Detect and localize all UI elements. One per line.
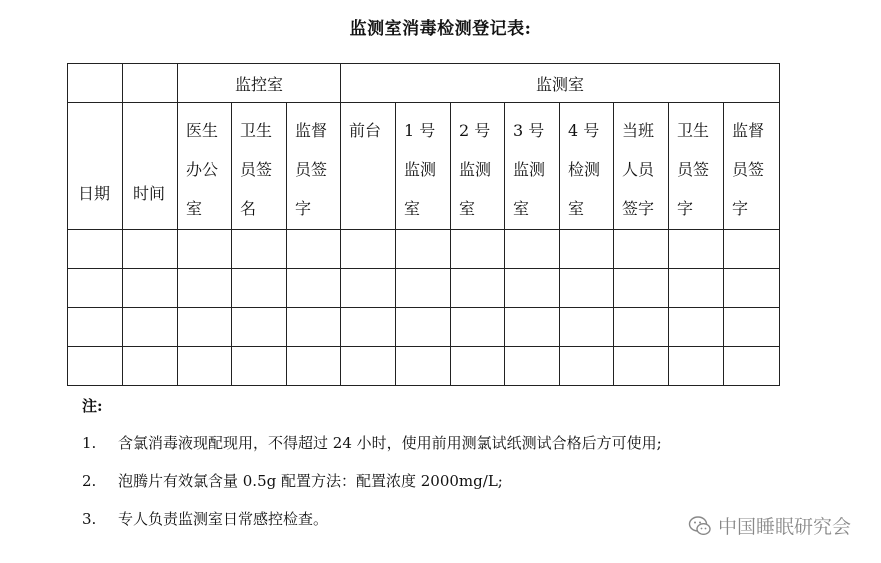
table-cell[interactable]	[396, 269, 451, 308]
table-cell[interactable]	[396, 230, 451, 269]
sanitation-sign-b-header	[669, 103, 724, 230]
table-cell[interactable]	[232, 269, 287, 308]
table-cell[interactable]	[451, 308, 505, 347]
room2-label: 2 号监测室	[459, 121, 492, 218]
notes-section	[82, 396, 662, 547]
table-cell[interactable]	[123, 269, 178, 308]
table-cell[interactable]	[178, 230, 232, 269]
table-cell[interactable]	[341, 308, 396, 347]
room2-header	[451, 103, 505, 230]
table-row	[68, 308, 780, 347]
monitor-room-header: 监测室	[341, 64, 780, 103]
table-cell[interactable]	[123, 308, 178, 347]
table-cell[interactable]	[560, 308, 614, 347]
room1-label: 1 号监测室	[404, 121, 437, 218]
table-row	[68, 269, 780, 308]
table-row	[68, 230, 780, 269]
table-cell[interactable]	[505, 230, 560, 269]
note-item	[82, 471, 662, 491]
blank-header-cell	[123, 64, 178, 103]
table-cell[interactable]	[724, 347, 780, 386]
doctor-office-header	[178, 103, 232, 230]
front-desk-label: 前台	[349, 121, 382, 140]
blank-header-cell	[68, 64, 123, 103]
note-text: 泡腾片有效氯含量 0.5g 配置方法：配置浓度 2000mg/L;	[118, 472, 503, 490]
table-cell[interactable]	[178, 347, 232, 386]
watermark-text: 中国睡眠研究会	[717, 516, 851, 538]
table-cell[interactable]	[68, 347, 123, 386]
table-cell[interactable]	[560, 347, 614, 386]
table-cell[interactable]	[287, 230, 341, 269]
table-cell[interactable]	[68, 269, 123, 308]
note-number: 2.	[82, 472, 97, 490]
table-cell[interactable]	[123, 347, 178, 386]
table-cell[interactable]	[123, 230, 178, 269]
table-cell[interactable]	[232, 230, 287, 269]
supervisor-sign-label: 监督员签字	[295, 121, 328, 218]
table-row	[68, 347, 780, 386]
table-cell[interactable]	[341, 269, 396, 308]
table-cell[interactable]	[396, 308, 451, 347]
doctor-office-label: 医生办公室	[186, 121, 219, 218]
notes-heading: 注:	[82, 397, 103, 415]
supervisor-sign-header	[287, 103, 341, 230]
time-header	[123, 103, 178, 230]
table-cell[interactable]	[451, 230, 505, 269]
supervisor-sign-b-header	[724, 103, 780, 230]
table-cell[interactable]	[287, 269, 341, 308]
note-number: 3.	[82, 510, 97, 528]
note-item	[82, 433, 662, 453]
table-cell[interactable]	[614, 308, 669, 347]
table-cell[interactable]	[614, 230, 669, 269]
table-cell[interactable]	[68, 308, 123, 347]
table-cell[interactable]	[505, 347, 560, 386]
table-cell[interactable]	[669, 347, 724, 386]
note-item	[82, 509, 662, 529]
table-cell[interactable]	[560, 230, 614, 269]
time-label: 时间	[133, 184, 166, 203]
column-header-row	[68, 103, 780, 230]
room4-header	[560, 103, 614, 230]
table-cell[interactable]	[287, 347, 341, 386]
table-cell[interactable]	[396, 347, 451, 386]
duty-sign-label: 当班人员签字	[622, 121, 655, 218]
table-cell[interactable]	[560, 269, 614, 308]
table-cell[interactable]	[451, 347, 505, 386]
watermark	[688, 512, 851, 539]
room3-header	[505, 103, 560, 230]
table-cell[interactable]	[451, 269, 505, 308]
table-cell[interactable]	[669, 308, 724, 347]
room3-label: 3 号监测室	[513, 121, 546, 218]
date-header	[68, 103, 123, 230]
note-text: 含氯消毒液现配现用，不得超过 24 小时，使用前用测氯试纸测试合格后方可使用;	[118, 434, 662, 452]
front-desk-header	[341, 103, 396, 230]
table-cell[interactable]	[341, 347, 396, 386]
table-cell[interactable]	[505, 308, 560, 347]
room4-label: 4 号检测室	[568, 121, 601, 218]
page-title: 监测室消毒检测登记表:	[349, 19, 532, 39]
note-number: 1.	[82, 434, 97, 452]
table-cell[interactable]	[669, 269, 724, 308]
table-cell[interactable]	[724, 308, 780, 347]
sanitation-sign-label: 卫生员签名	[240, 121, 273, 218]
note-text: 专人负责监测室日常感控检查。	[118, 510, 329, 528]
wechat-icon	[688, 515, 712, 537]
group-header-row	[68, 64, 780, 103]
table-cell[interactable]	[669, 230, 724, 269]
table-cell[interactable]	[614, 269, 669, 308]
duty-sign-header	[614, 103, 669, 230]
date-label: 日期	[78, 184, 111, 203]
table-cell[interactable]	[232, 308, 287, 347]
table-cell[interactable]	[178, 269, 232, 308]
table-cell[interactable]	[341, 230, 396, 269]
control-room-header: 监控室	[178, 64, 341, 103]
table-cell[interactable]	[68, 230, 123, 269]
room1-header	[396, 103, 451, 230]
table-cell[interactable]	[178, 308, 232, 347]
supervisor-sign-b-label: 监督员签字	[732, 121, 765, 218]
table-cell[interactable]	[614, 347, 669, 386]
table-cell[interactable]	[505, 269, 560, 308]
registration-table	[67, 63, 780, 386]
table-cell[interactable]	[724, 269, 780, 308]
sanitation-sign-header	[232, 103, 287, 230]
sanitation-sign-b-label: 卫生员签字	[677, 121, 710, 218]
table-cell[interactable]	[287, 308, 341, 347]
table-cell[interactable]	[232, 347, 287, 386]
table-cell[interactable]	[724, 230, 780, 269]
